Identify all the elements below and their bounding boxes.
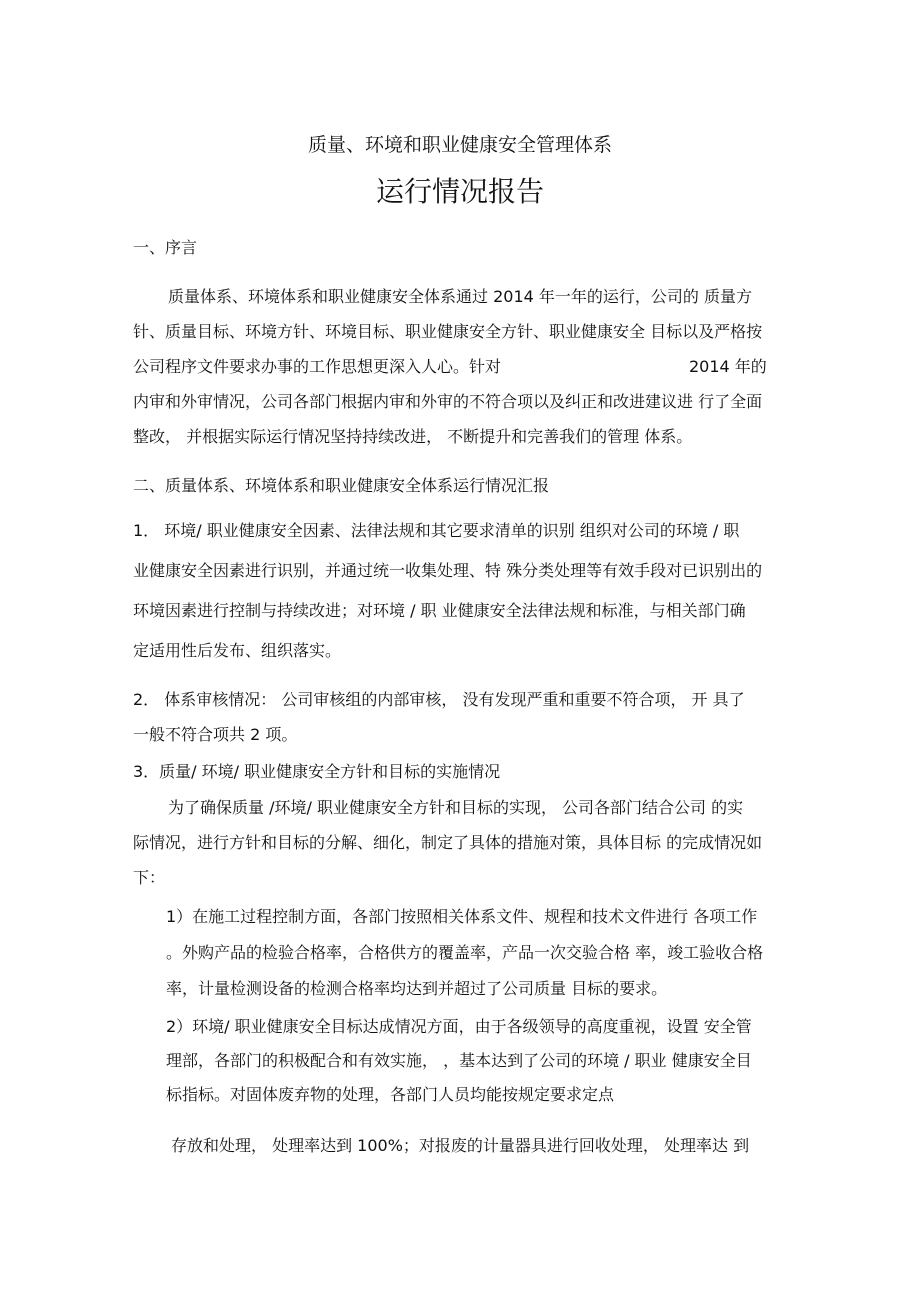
- document-title: 质量、环境和职业健康安全管理体系: [307, 134, 612, 156]
- section1-line-5: 整改， 并根据实际运行情况坚持持续改进， 不断提升和完善我们的管理 体系。: [133, 427, 693, 446]
- section1-line-4: 内审和外审情况，公司各部门根据内审和外审的不符合项以及纠正和改进建议进 行了全面: [133, 392, 763, 411]
- section1-line-3-year: 2014 年的: [689, 357, 767, 376]
- item1-line-4: 定适用性后发布、组织落实。: [133, 641, 342, 660]
- item3-heading: 3．质量/ 环境/ 职业健康安全方针和目标的实施情况: [133, 762, 501, 781]
- item3-line-3: 下：: [133, 868, 166, 887]
- section1-line-1: 质量体系、环境体系和职业健康安全体系通过 2014 年一年的运行，公司的 质量方: [168, 287, 752, 306]
- item1-line-1: 1． 环境/ 职业健康安全因素、法律法规和其它要求清单的识别 组织对公司的环境 / 职: [133, 521, 740, 540]
- sub2-line-3: 标指标。对固体废弃物的处理，各部门人员均能按规定要求定点: [166, 1085, 615, 1104]
- item3-line-2: 际情况，进行方针和目标的分解、细化，制定了具体的措施对策，具体目标 的完成情况如: [133, 833, 763, 852]
- item3-line-1: 为了确保质量 /环境/ 职业健康安全方针和目标的实现， 公司各部门结合公司 的实: [168, 798, 744, 817]
- sub1-line-1: 1）在施工过程控制方面，各部门按照相关体系文件、规程和技术文件进行 各项工作: [166, 907, 758, 926]
- last-line: 存放和处理， 处理率达到 100%；对报废的计量器具进行回收处理， 处理率达 到: [171, 1136, 750, 1155]
- sub2-line-1: 2）环境/ 职业健康安全目标达成情况方面，由于各级领导的高度重视，设置 安全管: [166, 1017, 752, 1036]
- section1-line-2: 针、质量目标、环境方针、环境目标、职业健康安全方针、职业健康安全 目标以及严格按: [133, 322, 763, 341]
- sub1-line-3: 率，计量检测设备的检测合格率均达到并超过了公司质量 目标的要求。: [166, 979, 668, 998]
- section1-heading: 一、序言: [133, 238, 198, 257]
- section2-heading: 二、质量体系、环境体系和职业健康安全体系运行情况汇报: [133, 476, 550, 495]
- sub1-line-2: 。外购产品的检验合格率，合格供方的覆盖率，产品一次交验合格 率，竣工验收合格: [166, 943, 764, 962]
- item1-line-3: 环境因素进行控制与持续改进；对环境 / 职 业健康安全法律法规和标准，与相关部门确: [133, 601, 746, 620]
- item2-line-2: 一般不符合项共 2 项。: [133, 725, 298, 744]
- item2-line-1: 2． 体系审核情况： 公司审核组的内部审核， 没有发现严重和重要不符合项， 开 具了: [133, 690, 745, 709]
- document-subtitle: 运行情况报告: [375, 175, 544, 208]
- section1-line-3: 公司程序文件要求办事的工作思想更深入人心。针对: [133, 357, 502, 376]
- sub2-line-2: 理部，各部门的积极配合和有效实施， ，基本达到了公司的环境 / 职业 健康安全目: [166, 1051, 752, 1070]
- item1-line-2: 业健康安全因素进行识别，并通过统一收集处理、特 殊分类处理等有效手段对已识别出的: [133, 561, 763, 580]
